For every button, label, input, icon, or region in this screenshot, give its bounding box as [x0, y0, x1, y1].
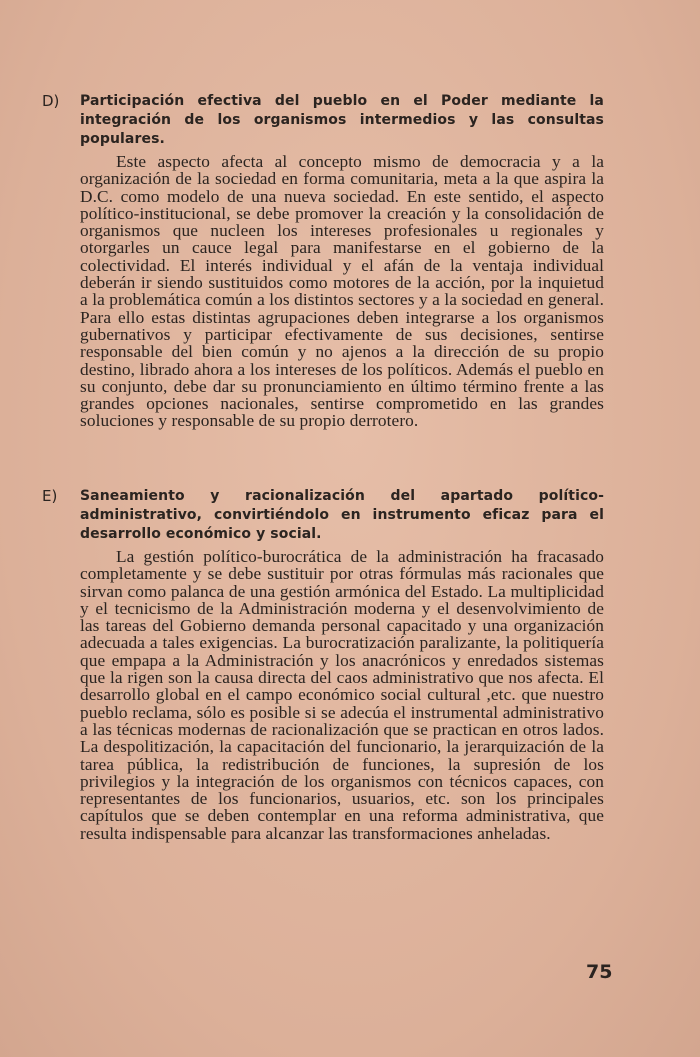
section-heading: Saneamiento y racionalización del apartado político-administrativo, convirtiéndolo en instrumento eficaz para el desarrollo económico y social.	[80, 488, 604, 542]
section-d	[42, 92, 604, 431]
page-number: 75	[586, 961, 613, 983]
section-letter: D)	[42, 92, 60, 110]
section-letter: E)	[42, 487, 58, 505]
section-body: Este aspecto afecta al concepto mismo de democracia y a la organización de la sociedad en forma comunitaria, meta a la que aspira la D.C. como modelo de una nueva sociedad. En este sentido, el aspecto político-institucional, se debe promover la creación y la consolidación de organismos que nucleen los intereses profesionales u regionales y otorgarles un cauce legal para manifestarse en el gobierno de la colectividad. El interés individual y el afán de la ventaja individual deberán ir siendo sustituidos como motores de la acción, por la inquietud a la problemática común a los distintos sectores y a la sociedad en general. Para ello estas distintas agrupaciones deben integrarse a los organismos gubernativos y participar efectivamente de sus decisiones, sentirse responsable del bien común y no ajenos a la dirección de su propio destino, librado ahora a los intereses de los políticos. Además el pueblo en su conjunto, debe dar su pronunciamiento en último término frente a las grandes opciones nacionales, sentirse comprometido en las grandes soluciones y responsable de su propio derrotero.	[80, 152, 604, 431]
section-heading: Participación efectiva del pueblo en el Poder mediante la integración de los organismos intermedios y las consultas populares.	[80, 93, 604, 147]
section-body: La gestión político-burocrática de la administración ha fracasado completamente y se debe sustituir por otras fórmulas más racionales que sirvan como palanca de una gestión armónica del Estado. La multiplicidad y el tecnicismo de la Administración moderna y el desenvolvimiento de las tareas del Gobierno demanda personal capacitado y una organización adecuada a tales exigencias. La burocratización paralizante, la politiquería que empapa a la Administración y los anacrónicos y enredados sistemas que la rigen son la causa directa del caos administrativo que nos afecta. El desarrollo global en el campo económico social cultural ,etc. que nuestro pueblo reclama, sólo es posible si se adecúa el instrumental administrativo a las técnicas modernas de racionalización que se practican en otros lados. La despolitización, la capacitación del funcionario, la jerarquización de la tarea pública, la redistribución de funciones, la supresión de los privilegios y la integración de los organismos con técnicos capaces, con representantes de los funcionarios, usuarios, etc. son los principales capítulos que se deben contemplar en una reforma administrativa, que resulta indispensable para alcanzar las transformaciones anheladas.	[80, 547, 604, 843]
section-e	[42, 487, 604, 843]
